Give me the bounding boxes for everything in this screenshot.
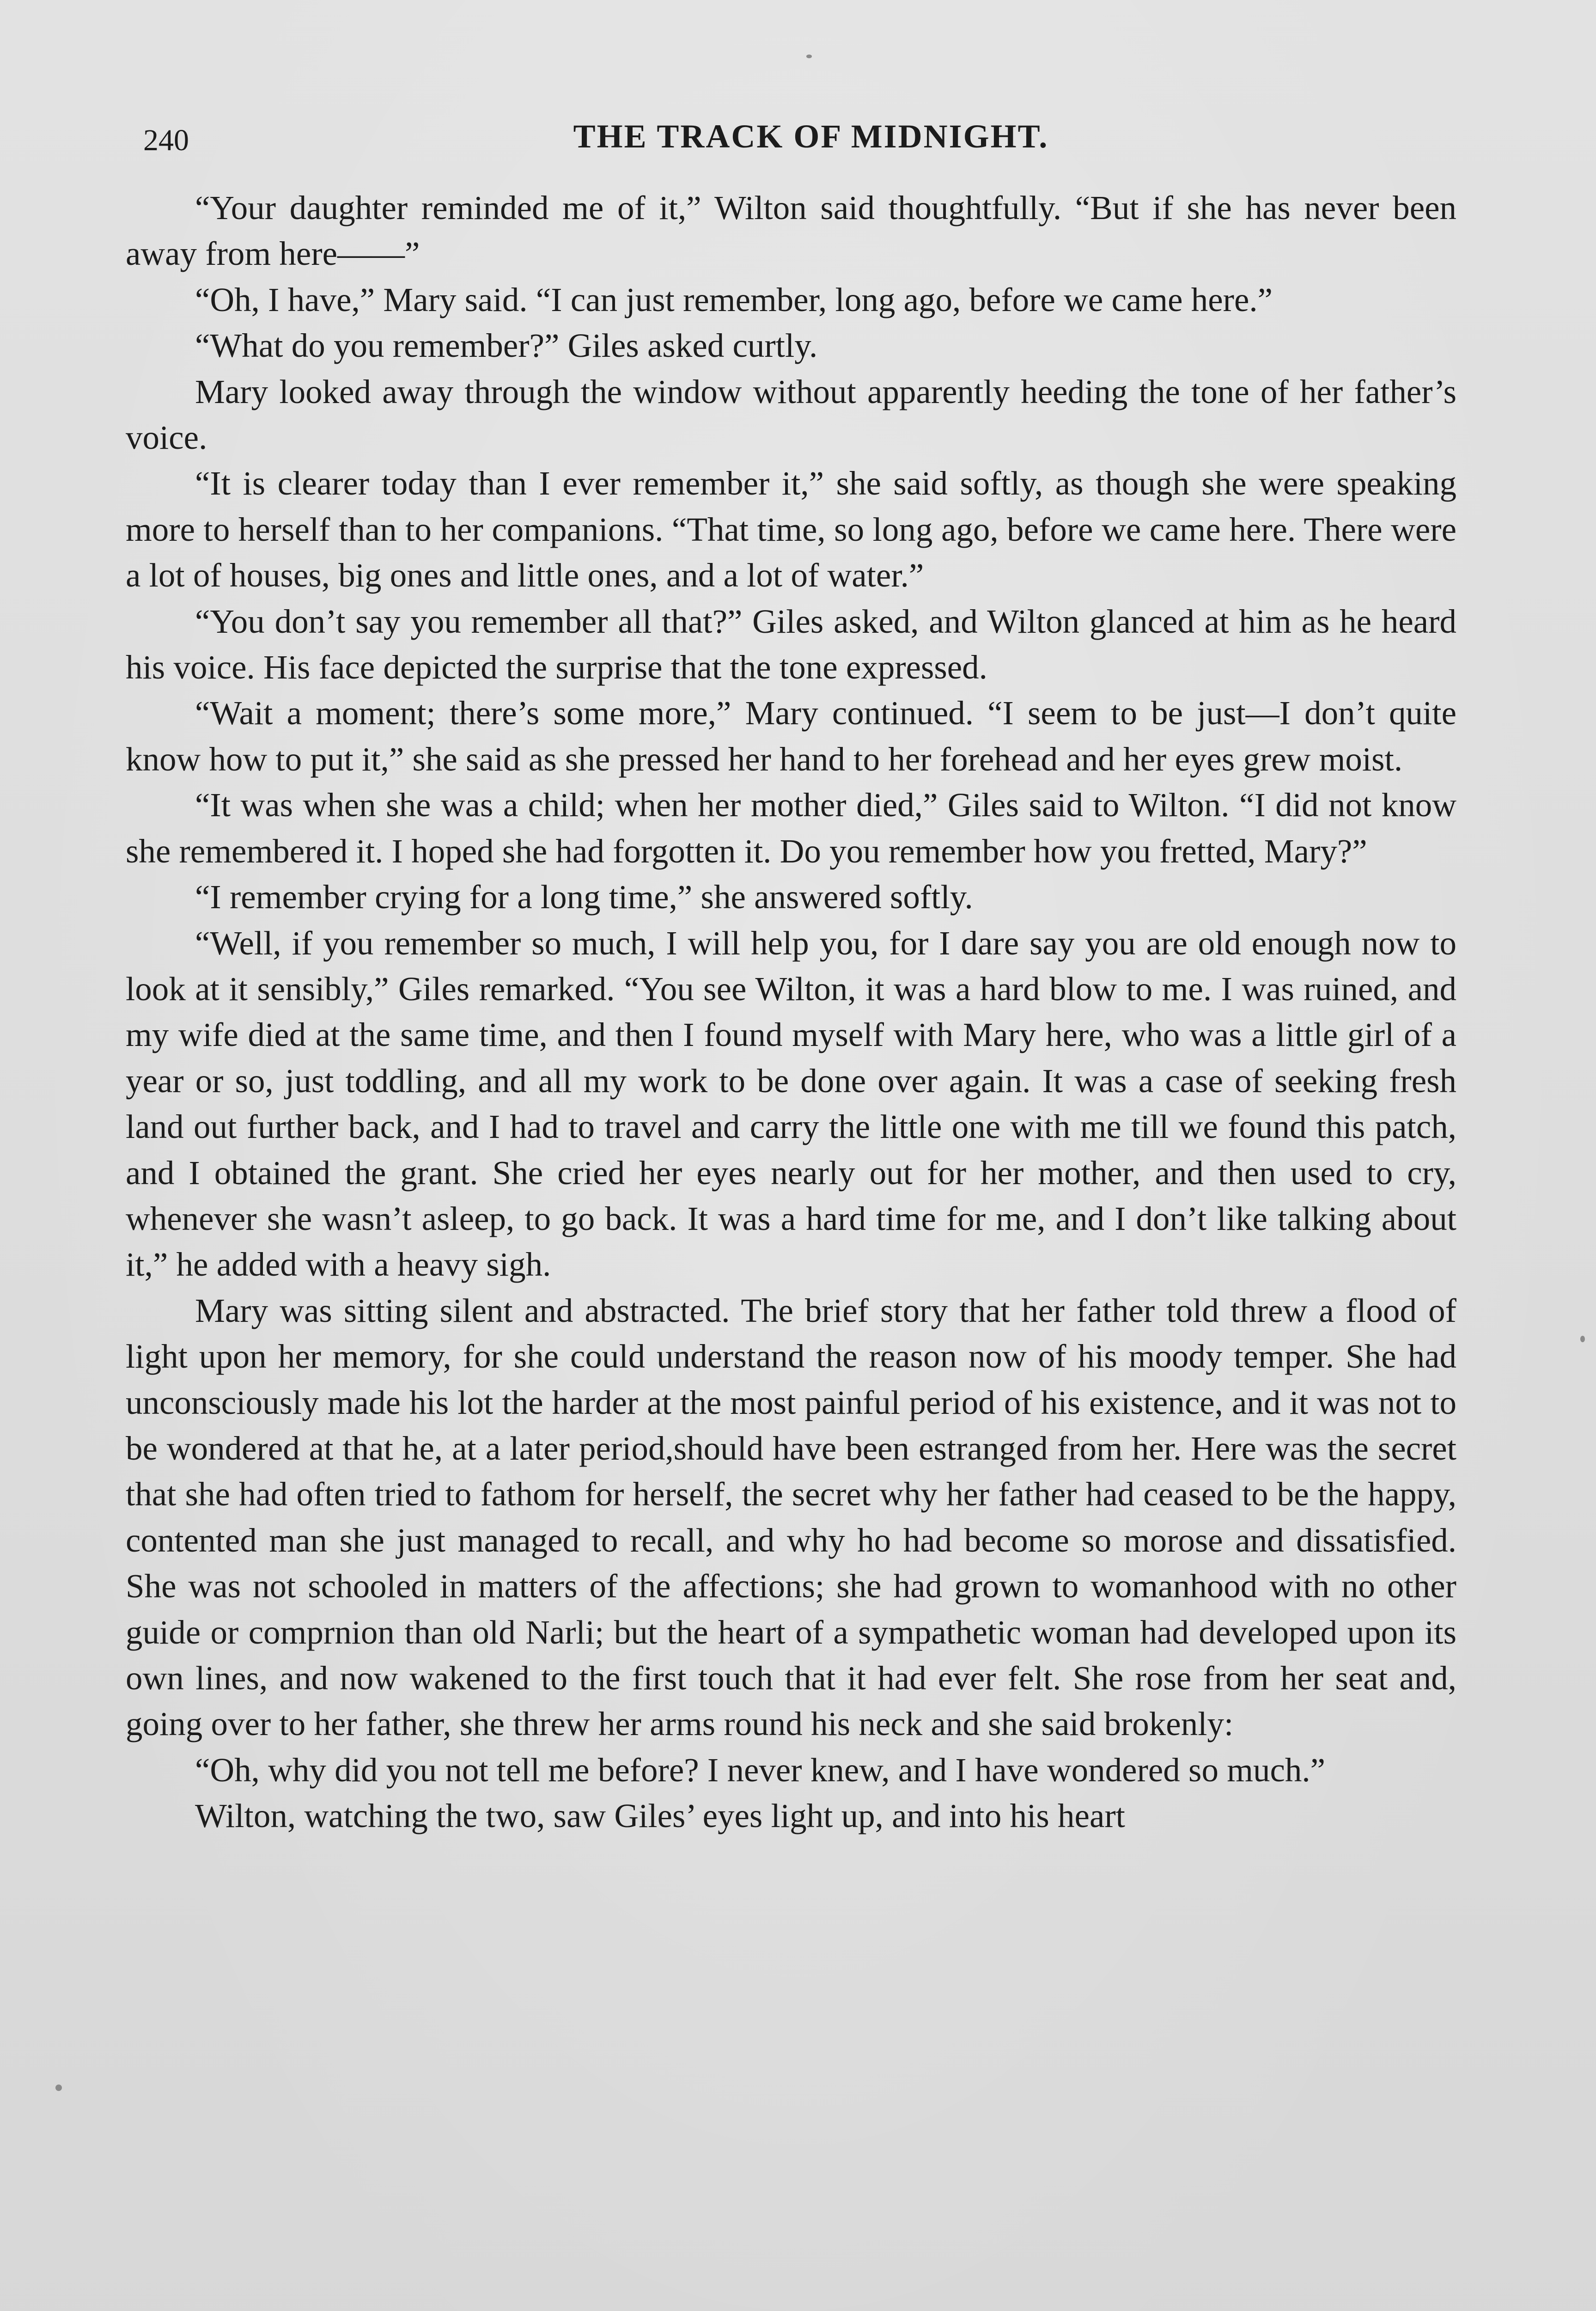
- paragraph: Mary was sitting silent and abstracted. The brief story that her father told threw a flood of light upon her memory, for she could understand the reason now of his moody temper. She had unconsciously made his lot the harder at the most painful period of his existence, and it was not to be wondered at that he, at a later period,should have been estranged from her. Here was the secret that she had often tried to fathom for herself, the secret why her father had ceased to be the happy, contented man she just managed to recall, and why ho had become so morose and dissatisfied. She was not schooled in matters of the affections; she had grown to womanhood with no other guide or comprnion than old Narli; but the heart of a sympathetic woman had developed upon its own lines, and now wakened to the first touch that it had ever felt. She rose from her seat and, going over to her father, she threw her arms round his neck and she said brokenly:: [126, 1291, 1456, 1743]
- paragraph: “Your daughter reminded me of it,” Wilton said thoughtfully. “But if she has never been away from here——”: [126, 189, 1456, 273]
- running-head: [143, 113, 1465, 169]
- paper-speck: [806, 55, 812, 58]
- paper-speck: [55, 2085, 62, 2091]
- paragraph: “What do you remember?” Giles asked curtly.: [195, 327, 818, 365]
- paper-speck: [1580, 1336, 1585, 1342]
- paragraph: Wilton, watching the two, saw Giles’ eyes light up, and into his heart: [195, 1797, 1125, 1835]
- book-title: THE TRACK OF MIDNIGHT.: [573, 118, 1049, 155]
- page-number: 240: [143, 123, 189, 157]
- paragraph: Mary looked away through the window without apparently heeding the tone of her father’s voice.: [126, 373, 1456, 457]
- body-text: [126, 185, 1456, 1839]
- paragraph: “It is clearer today than I ever remember it,” she said softly, as though she were speaking more to herself than to her companions. “That time, so long ago, before we came here. There were a lot of houses, big ones and little ones, and a lot of water.”: [126, 465, 1456, 594]
- paragraph: “Oh, I have,” Mary said. “I can just remember, long ago, before we came here.”: [195, 281, 1273, 318]
- paragraph: “You don’t say you remember all that?” Giles asked, and Wilton glanced at him as he heard his voice. His face depicted the surprise that the tone expressed.: [126, 602, 1456, 686]
- paragraph: “Wait a moment; there’s some more,” Mary continued. “I seem to be just—I don’t quite know how to put it,” she said as she pressed her hand to her forehead and her eyes grew moist.: [126, 694, 1456, 778]
- paragraph: “Oh, why did you not tell me before? I never knew, and I have wondered so much.”: [195, 1751, 1326, 1789]
- paragraph: “Well, if you remember so much, I will help you, for I dare say you are old enough now to look at it sensibly,” Giles remarked. “You see Wilton, it was a hard blow to me. I was ruined, and my wife died at the same time, and then I found myself with Mary here, who was a little girl of a year or so, just toddling, and all my work to be done over again. It was a case of seeking fresh land out further back, and I had to travel and carry the little one with me till we found this patch, and I obtained the grant. She cried her eyes nearly out for her mother, and then used to cry, whenever she wasn’t asleep, to go back. It was a hard time for me, and I don’t like talking about it,” he added with a heavy sigh.: [126, 924, 1456, 1284]
- paragraph: “It was when she was a child; when her mother died,” Giles said to Wilton. “I did not know she remembered it. I hoped she had forgotten it. Do you remember how you fretted, Mary?”: [126, 786, 1456, 870]
- paragraph: “I remember crying for a long time,” she answered softly.: [195, 878, 973, 916]
